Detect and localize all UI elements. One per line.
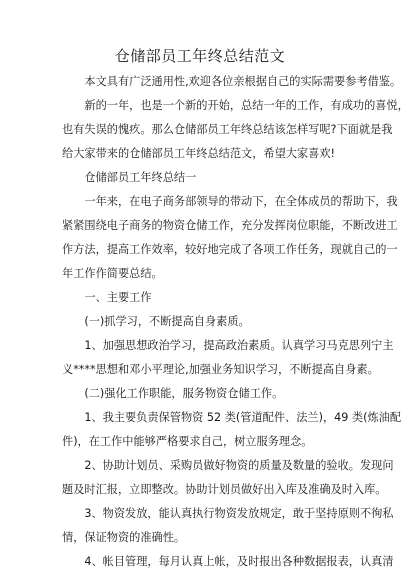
body-line: 仓储部员工年终总结一 <box>62 171 197 184</box>
body-line: 3、物资发放，能认真执行物资发放规定，敢于坚持原则不徇私 <box>62 507 394 520</box>
body-line: 一年来，在电子商务部领导的带动下，在全体成员的帮助下，我 <box>62 195 398 208</box>
body-line: (二)强化工作职能，服务物资仓储工作。 <box>62 387 284 400</box>
body-line: 题及时汇报，立即整改。协助计划员做好出入库及准确及时入库。 <box>62 483 387 496</box>
body-line: 1、加强思想政治学习，提高政治素质。认真学习马克思列宁主 <box>62 339 394 352</box>
body-line: 情，保证物资的准确性。 <box>62 531 186 544</box>
body-line: 作方法，提高工作效率，较好地完成了各项工作任务，现就自己的一 <box>62 243 398 256</box>
body-line: 义****思想和邓小平理论,加强业务知识学习，不断提高自身素。 <box>62 363 379 376</box>
body-line: 紧紧围绕电子商务的物资仓储工作，充分发挥岗位职能，不断改进工 <box>62 219 398 232</box>
body-line: 本文具有广泛通用性,欢迎各位亲根据自己的实际需要参考借鉴。 <box>62 75 402 88</box>
body-line: 也有失误的愧疚。那么仓储部员工年终总结该怎样写呢?下面就是我 <box>62 123 393 136</box>
body-line: (一)抓学习，不断提高自身素质。 <box>62 315 250 328</box>
body-line: 一、主要工作 <box>62 291 152 304</box>
document-title: 仓储部员工年终总结范文 <box>114 47 286 65</box>
body-line: 新的一年，也是一个新的开始，总结一年的工作，有成功的喜悦， <box>62 99 409 112</box>
body-line: 2、协助计划员、采购员做好物资的质量及数量的验收。发现问 <box>62 459 394 472</box>
body-line: 1、我主要负责保管物资 52 类(管道配件、法兰)，49 类(炼油配 <box>62 411 402 424</box>
document-body <box>62 70 409 574</box>
body-line: 件)，在工作中能够严格要求自己，树立服务理念。 <box>62 435 313 448</box>
body-line: 4、帐目管理，每月认真上帐，及时报出各种数据报表，认真清 <box>62 555 394 568</box>
body-line: 给大家带来的仓储部员工年终总结范文，希望大家喜欢! <box>62 147 335 160</box>
body-line: 年工作作简要总结。 <box>62 267 163 280</box>
